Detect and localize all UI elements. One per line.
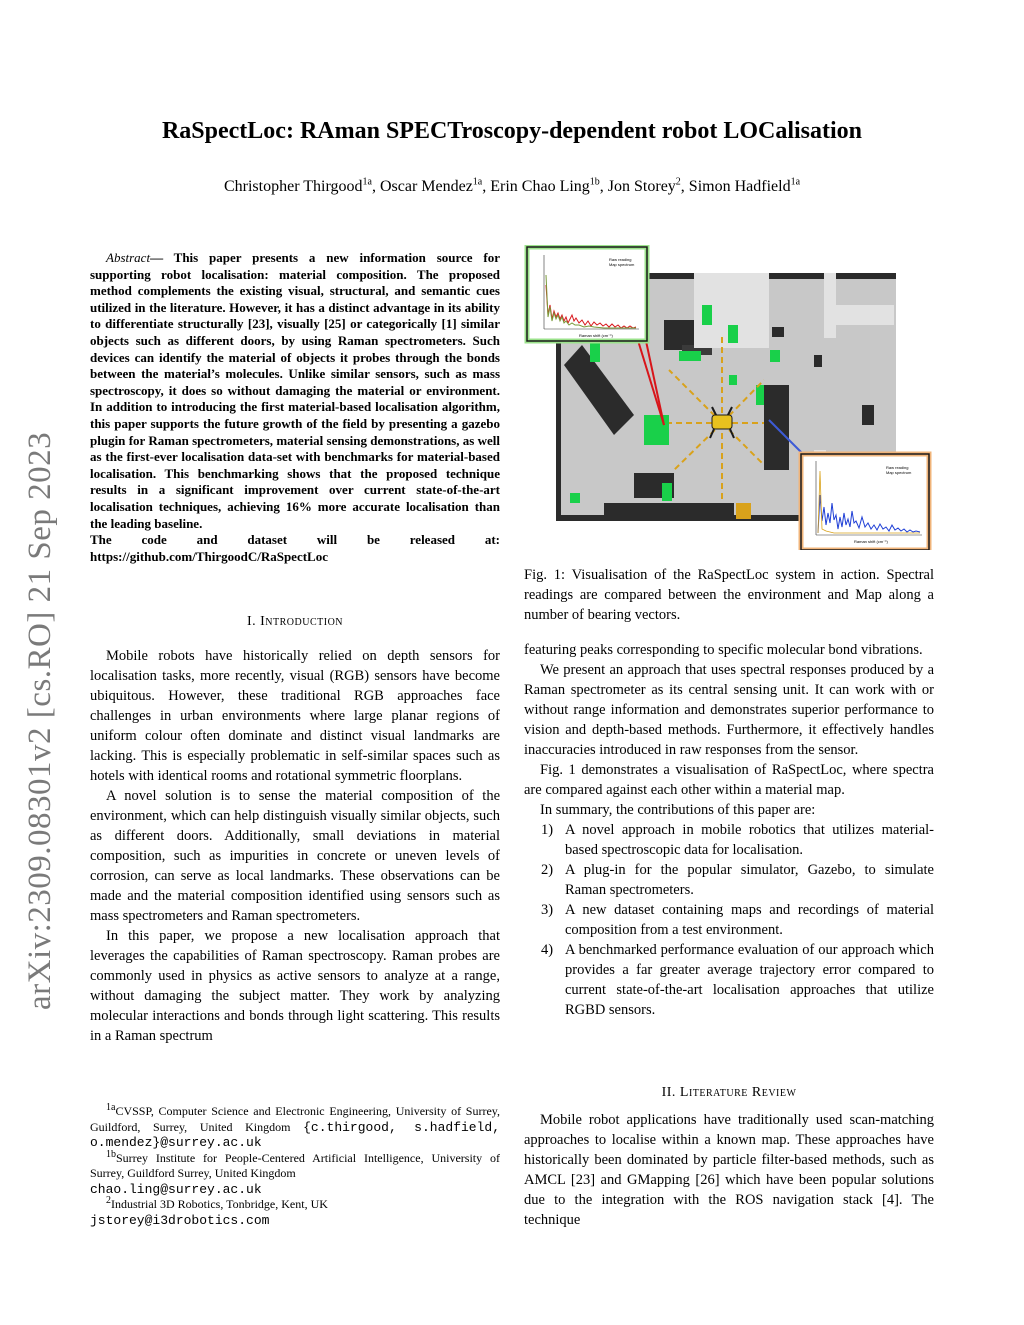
paragraph: featuring peaks corresponding to specific molecular bond vibrations.	[524, 642, 923, 658]
section-number: II.	[661, 1085, 676, 1100]
paper-title: RaSpectLoc: RAman SPECTroscopy-dependent robot LOCalisation	[161, 118, 863, 144]
axis-label: Raman shift (cm⁻¹)	[579, 333, 613, 338]
literature-review-body	[524, 1110, 934, 1230]
author-list: Christopher Thirgood$^{1a}$, Oscar Mendez$^{1a}$, Erin Chao Ling$^{1b}$, Jon Storey$^2$, Simon Hadfield$^{1a}$	[223, 176, 801, 195]
list-item	[524, 900, 934, 940]
author-affiliation: 2	[675, 176, 681, 188]
right-column-body	[524, 640, 934, 1020]
map-corridor	[824, 273, 836, 338]
arxiv-identifier: arXiv:2309.08301v2 [cs.RO] 21 Sep 2023	[22, 431, 58, 1010]
footnote-mark: 1a	[106, 1102, 116, 1113]
material-patch	[756, 385, 764, 405]
map-obstacle	[604, 503, 734, 515]
section-number: I.	[246, 614, 257, 629]
code-url-link[interactable]: https://github.com/ThirgoodC/RaSpectLoc	[90, 548, 328, 564]
paragraph: We present an approach that uses spectral responses produced by a Raman spectrometer as its central sensing unit. It can work with or without range information and demonstrates superior performance to vision and depth-based methods. Furthermore, it effectively handles inaccuracies introduced in raw responses from the sensor.	[524, 662, 934, 758]
introduction-body	[90, 646, 500, 1046]
author-affiliation: 1a	[790, 176, 801, 188]
paragraph: In this paper, we propose a new localisation approach that leverages the capabilities of Raman spectroscopy. Raman probes are commonly used in physics as active sensors to analyze at a range, without damaging the subject matter. They work by analyzing molecular interactions and bonds through light scattering. This results in a Raman spectrum	[90, 928, 500, 1044]
paragraph: Fig. 1 demonstrates a visualisation of RaSpectLoc, where spectra are compared against each other within a material map.	[524, 762, 934, 798]
list-text: A new dataset containing maps and recordings of material composition from a test environment.	[565, 902, 934, 938]
author-affiliation: 1a	[362, 176, 372, 188]
list-item	[524, 820, 934, 860]
footnote-mark: 2	[106, 1195, 111, 1206]
footnotes	[90, 1104, 500, 1228]
list-number: 2)	[541, 862, 554, 878]
map-obstacle	[814, 355, 822, 367]
list-number: 3)	[541, 902, 554, 918]
list-number: 4)	[541, 942, 554, 958]
footnote-affiliation: Surrey Institute for People-Centered Artificial Intelligence, University of Surrey, Guildford Surrey, United Kingdom	[90, 1150, 500, 1180]
author-affiliation: 1b	[589, 176, 600, 188]
footnote-affiliation: Industrial 3D Robotics, Tonbridge, Kent, UK	[111, 1197, 328, 1211]
footnote-email[interactable]: {c.thirgood, s.hadfield, o.mendez}@surrey.ac.uk	[90, 1119, 500, 1150]
contributions-list	[524, 820, 934, 1020]
section-title: Literature Review	[679, 1085, 797, 1100]
list-text: A novel approach in mobile robotics that utilizes material-based spectroscopic data for localisation.	[565, 822, 934, 858]
paragraph: A novel solution is to sense the material composition of the environment, which can help distinguish visually similar objects, such as different doors. Additionally, small deviations in material composition, such as impurities in concrete or uneven levels of corrosion, can serve as local landmarks. These observations can be made and the material composition identified using sensors such as mass spectrometers and Raman spectrometers.	[90, 788, 500, 924]
material-patch	[728, 325, 738, 343]
list-text: A benchmarked performance evaluation of our approach which provides a far greater average trajectory error compared to current state-of-the-art localisation approaches that utilize RGBD sensors.	[565, 942, 934, 1018]
material-patch	[570, 493, 580, 503]
map-obstacle	[862, 405, 874, 425]
figure-graphic	[524, 245, 939, 550]
section-heading-introduction	[90, 614, 500, 630]
paragraph: Mobile robots have historically relied on depth sensors for localisation tasks, more recently, visual (RGB) sensors have become ubiquitous. However, these traditional RGB approaches face challenges in urban environments where large planar regions of uniform colour often dominate and distinct visual landmarks are lacking. This is especially problematic in self-similar spaces such as hotels with identical rooms and rotational symmetric floorplans.	[90, 648, 500, 784]
abstract-label: Abstract	[106, 250, 151, 265]
footnote-email[interactable]: jstorey@i3drobotics.com	[90, 1212, 270, 1228]
material-patch	[770, 350, 780, 362]
material-patch	[679, 351, 701, 361]
list-text: A plug-in for the popular simulator, Gazebo, to simulate Raman spectrometers.	[565, 862, 934, 898]
abstract-text: This paper presents a new information source for supporting robot localisation: material composition. The proposed method complements the existing visual, structural, and semantic cues utilized in the literature. However, it has a distinct advantage in its ability to differentiate structurally [23], visually [25] or categorically [1] similar objects such as different doors, by using Raman spectrometers. Such devices can identify the material of objects it probes through the bonds between the material’s molecules. Unlike similar sensors, such as mass spectroscopy, it does so without damaging the material or environment. In addition to introducing the first material-based localisation algorithm, this paper supports the future growth of the field by presenting a gazebo plugin for Raman spectrometers, material sensing demonstrations, as well as the first-ever localisation data-set with benchmarks for material-based localisation. This benchmarking shows that the proposed technique results in a significant improvement over current state-of-the-art localisation techniques, achieving 16% more accurate localisation than the leading baseline.	[90, 250, 500, 531]
figure-raspectloc-visualisation	[524, 245, 939, 550]
author-name: Simon Hadfield	[688, 178, 791, 195]
map-obstacle	[772, 327, 784, 337]
legend-text: Raw reading	[609, 257, 632, 262]
author-name: Oscar Mendez	[379, 178, 473, 195]
list-item	[524, 940, 934, 1020]
material-patch	[702, 305, 712, 325]
footnote-mark: 1b	[106, 1148, 116, 1160]
author-name: Christopher Thirgood	[223, 178, 363, 195]
legend-text: Map spectrum	[609, 262, 635, 267]
material-patch	[662, 483, 672, 501]
footnote-email[interactable]: chao.ling@surrey.ac.uk	[90, 1181, 262, 1197]
legend-text: Raw reading	[886, 465, 909, 470]
list-number: 1)	[541, 822, 554, 838]
paragraph: Mobile robot applications have traditionally used scan-matching approaches to localise within a known map. These approaches have historically been dominated by particle filter-based methods, such as AMCL [23] and GMapping [26] which have been popular solutions due to the integration with the ROS navigation stack [4]. The technique	[524, 1112, 934, 1228]
inset-spectrum-top	[527, 247, 647, 341]
section-title: Introduction	[260, 614, 344, 629]
code-availability: The code and dataset will be released at:	[90, 532, 500, 548]
axis-label: Raman shift (cm⁻¹)	[854, 539, 888, 544]
section-heading-literature-review	[524, 1085, 934, 1101]
author-name: Erin Chao Ling	[490, 178, 590, 195]
material-patch	[644, 415, 669, 445]
footnote-affiliation: CVSSP, Computer Science and Electronic Engineering, University of Surrey, Guildford, Surrey, United Kingdom	[90, 1104, 500, 1134]
author-name: Jon Storey	[607, 178, 676, 195]
material-patch	[729, 375, 737, 385]
list-item	[524, 860, 934, 900]
paragraph: In summary, the contributions of this paper are:	[540, 802, 816, 818]
inset-spectrum-bottom	[801, 454, 929, 550]
map-door	[736, 503, 751, 519]
author-affiliation: 1a	[472, 176, 483, 188]
figure-caption: Fig. 1: Visualisation of the RaSpectLoc system in action. Spectral readings are compared between the environment and Map along a number of bearing vectors.	[524, 567, 934, 623]
abstract: Abstract— This paper presents a new information source for supporting robot localisation: material composition. The proposed method complements the existing visual, structural, and semantic cues utilized in the literature. However, it has a distinct advantage in its ability to differentiate structurally [23], visually [25] or categorically [1] similar objects such as different doors, by using Raman spectrometers. Such devices can identify the material of objects it probes through the bonds between the material’s molecules. Unlike similar sensors, such as mass spectroscopy, it does so without damaging the material or environment. In addition to introducing the first material-based localisation algorithm, this paper supports the future growth of the field by presenting a gazebo plugin for Raman spectrometers, material sensing demonstrations, as well as the first-ever localisation data-set with benchmarks for material-based localisation. This benchmarking shows that the proposed technique results in a significant improvement over current state-of-the-art localisation techniques, achieving 16% more accurate localisation than the leading baseline. The code and dataset will be released at: https://github.com/ThirgoodC/RaSpectLoc	[90, 250, 500, 564]
legend-text: Map spectrum	[886, 470, 912, 475]
